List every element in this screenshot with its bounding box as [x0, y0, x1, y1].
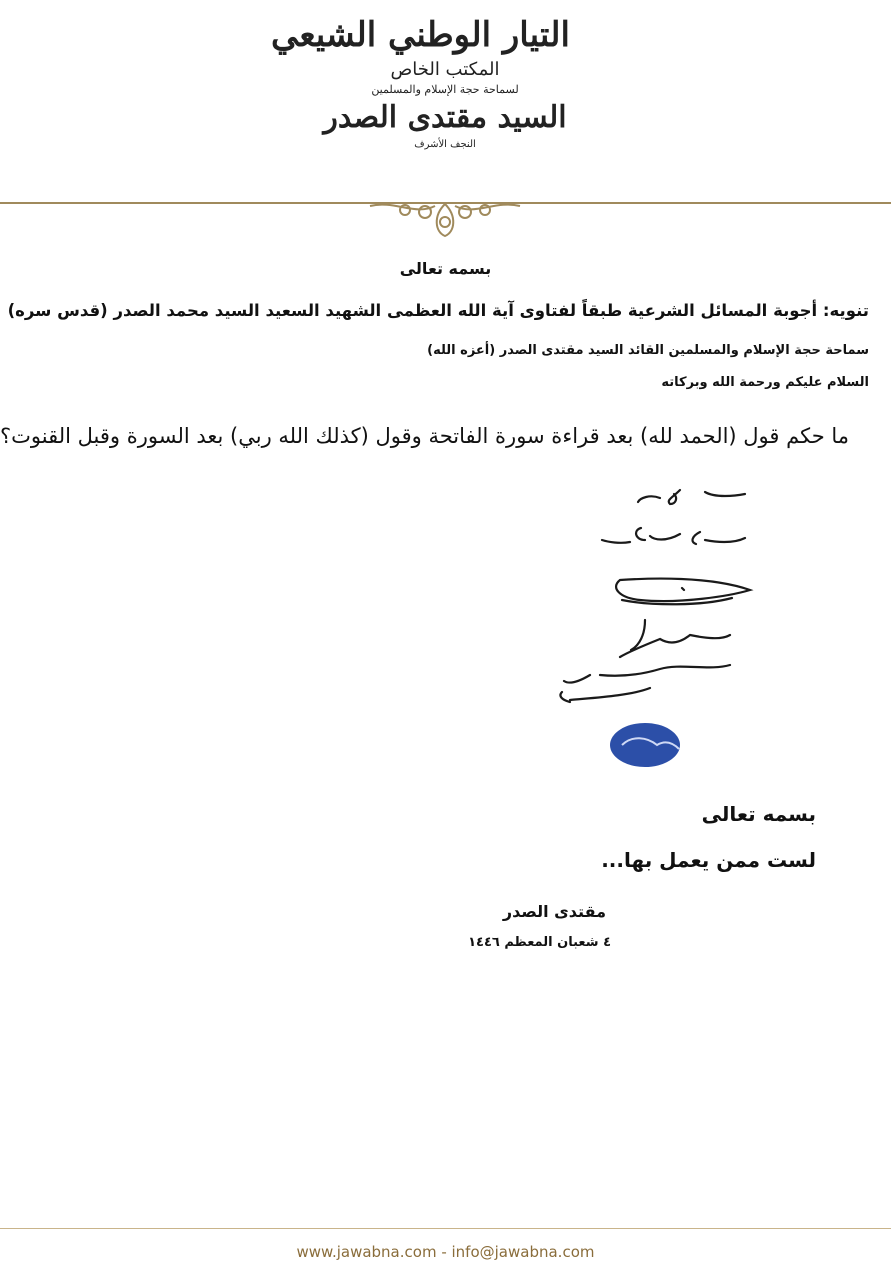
addressee-line: سماحة حجة الإسلام والمسلمين القائد السيد مقتدى الصدر (أعزه الله) [427, 343, 869, 358]
answer-date: ٤ شعبان المعظم ١٤٤٦ [468, 935, 611, 950]
answer-text: لست ممن يعمل بها... [601, 848, 816, 872]
footer-contact: www.jawabna.com - info@jawabna.com [296, 1243, 595, 1261]
letterhead-city: النجف الأشرف [414, 139, 476, 150]
notice-line: تنويه: أجوبة المسائل الشرعية طبقاً لفتاوى آية الله العظمى الشهيد السعيد السيد محمد الصدر (قدس سره) [7, 301, 869, 320]
answer-signer: مقتدى الصدر [502, 902, 606, 921]
heading: بسمه تعالى [399, 259, 492, 278]
answer-heading: بسمه تعالى [701, 802, 816, 826]
handwritten-answer [530, 470, 770, 770]
letterhead-logo [271, 12, 570, 192]
letterhead-honorific: لسماحة حجة الإسلام والمسلمين [371, 83, 519, 96]
ornament-icon [365, 198, 525, 240]
footer-divider [0, 1228, 891, 1229]
question-text: ما حكم قول (الحمد لله) بعد قراءة سورة الفاتحة وقول (كذلك الله ربي) بعد السورة وقبل القنوت؟ [0, 424, 849, 448]
seal-stamp [610, 723, 680, 767]
greeting-line: السلام عليكم ورحمة الله وبركاته [661, 375, 869, 390]
letterhead-name: السيد مقتدى الصدر [323, 100, 567, 135]
letterhead-office: المكتب الخاص [390, 59, 500, 80]
letterhead-title: التيار الوطني الشيعي [271, 15, 570, 55]
